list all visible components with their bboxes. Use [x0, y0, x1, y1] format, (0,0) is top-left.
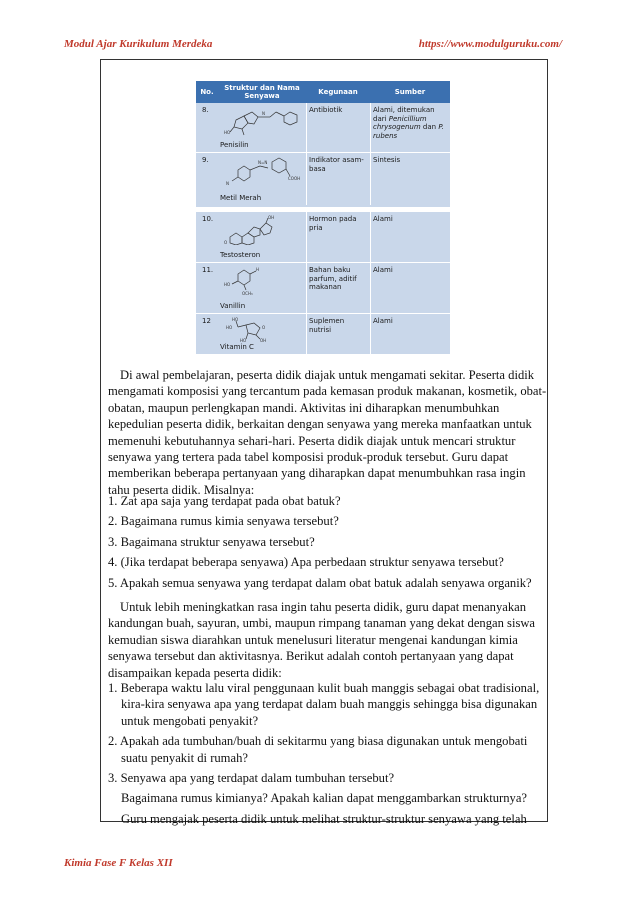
cell-sumber: Alami — [370, 263, 450, 313]
list-item: 2. Bagaimana rumus kimia senyawa tersebut? — [108, 514, 339, 529]
footer-subject: Kimia Fase F Kelas XII — [64, 857, 173, 869]
table-divider — [196, 205, 450, 207]
cell-no: 10. — [202, 215, 214, 223]
svg-text:HO: HO — [232, 317, 239, 322]
cell-sumber: Alami — [370, 212, 450, 262]
sumber-species-2: P. rubens — [373, 123, 444, 140]
cell-no: 8. — [202, 106, 209, 114]
cell-kegunaan: Indikator asam-basa — [306, 153, 370, 205]
table-row — [196, 153, 450, 206]
vanillin-structure-icon — [224, 266, 310, 296]
cell-structure — [218, 314, 306, 354]
header-module-title: Modul Ajar Kurikulum Merdeka — [64, 38, 213, 50]
svg-text:N=N: N=N — [258, 160, 268, 165]
cell-no: 11. — [202, 266, 214, 274]
list-item: 5. Apakah semua senyawa yang terdapat dalam obat batuk adalah senyawa organik? — [108, 575, 532, 590]
table-header — [196, 81, 450, 103]
svg-text:HO: HO — [240, 338, 247, 343]
sumber-species: Penicillium chrysogenum — [373, 114, 427, 131]
cell-no: 9. — [202, 156, 209, 164]
table-row — [196, 103, 450, 153]
cell-structure — [218, 212, 306, 262]
list-item: 1. Beberapa waktu lalu viral penggunaan kulit buah manggis sebagai obat tradisional, kira-kira senyawa apa yang terdapat dalam buah manggis sehingga bisa digunakan untuk mengobati penyakit? — [108, 681, 540, 728]
svg-text:OH: OH — [260, 338, 267, 343]
compound-name: Vitamin C — [220, 342, 254, 351]
svg-text:HO: HO — [224, 130, 231, 135]
question-list-1 — [108, 493, 548, 591]
th-struktur: Struktur dan Nama Senyawa — [224, 84, 300, 100]
list-item: 3. Senyawa apa yang terdapat dalam tumbuhan tersebut? — [108, 771, 395, 786]
list-item: 3. Bagaimana struktur senyawa tersebut? — [108, 534, 315, 549]
compound-name: Metil Merah — [220, 193, 262, 202]
testosteron-structure-icon — [224, 215, 310, 245]
th-kegunaan: Kegunaan — [318, 88, 358, 96]
table-row — [196, 314, 450, 355]
cell-structure — [218, 153, 306, 205]
vitamin-c-structure-icon — [224, 317, 310, 343]
svg-text:OH: OH — [268, 215, 275, 220]
paragraph-intro: Di awal pembelajaran, peserta didik diajak untuk mengamati sekitar. Peserta didik mengamati komposisi yang tercantum pada kemasan produk makanan, kosmetik, obat-obatan, maupun perlengkapan mandi. Aktivitas ini diharapkan menumbuhkan kepedulian peserta didik, berkaitan dengan senyawa yang mereka manfaatkan untuk memenuhi kebutuhannya sehari-hari. Peserta didik diajak untuk mencari struktur senyawa yang tertera pada tabel komposisi produk-produk tersebut. Guru dapat memberikan beberapa pertanyaan yang diharapkan dapat menumbuhkan rasa ingin tahu peserta didik. Misalnya: — [108, 368, 547, 497]
list-subitem: Bagaimana rumus kimianya? Apakah kalian dapat menggambarkan strukturnya? — [121, 791, 528, 806]
list-item: 4. (Jika terdapat beberapa senyawa) Apa perbedaan struktur senyawa tersebut? — [108, 555, 504, 570]
cell-structure — [218, 103, 306, 152]
header-website-link[interactable]: https://www.modulguruku.com/ — [418, 38, 562, 50]
sumber-text: Alami, ditemukan dari — [373, 106, 435, 123]
question-list-2 — [108, 680, 548, 827]
svg-text:N: N — [262, 111, 265, 116]
penisilin-structure-icon — [224, 106, 310, 136]
svg-text:HO: HO — [226, 325, 233, 330]
cell-sumber: Sintesis — [370, 153, 450, 205]
th-no: No. — [200, 88, 214, 96]
cell-kegunaan: Hormon pada pria — [306, 212, 370, 262]
compound-name: Vanillin — [220, 301, 246, 310]
svg-text:N: N — [226, 181, 229, 186]
sumber-conj: dan — [420, 123, 439, 131]
svg-text:OCH₃: OCH₃ — [242, 291, 253, 296]
cell-structure — [218, 263, 306, 313]
cell-kegunaan: Suplemen nutrisi — [306, 314, 370, 354]
table-row — [196, 212, 450, 263]
compound-name: Penisilin — [220, 140, 249, 149]
table-row — [196, 263, 450, 314]
compound-name: Testosteron — [220, 250, 261, 259]
cell-sumber — [370, 103, 450, 152]
list-item: 1. Zat apa saja yang terdapat pada obat batuk? — [108, 494, 341, 508]
th-sumber: Sumber — [394, 88, 426, 96]
svg-text:HO: HO — [224, 282, 231, 287]
cell-kegunaan: Bahan baku parfum, aditif makanan — [306, 263, 370, 313]
metil-merah-structure-icon — [224, 156, 310, 188]
svg-text:COOH: COOH — [288, 176, 301, 181]
cell-no: 12 — [202, 317, 211, 325]
list-item: 2. Apakah ada tumbuhan/buah di sekitarmu yang biasa digunakan untuk mengobati suatu penyakit di rumah? — [108, 734, 528, 765]
cell-kegunaan: Antibiotik — [306, 103, 370, 152]
paragraph-curiosity: Untuk lebih meningkatkan rasa ingin tahu peserta didik, guru dapat menanyakan kandungan buah, sayuran, umbi, maupun rimpang tanaman yang dekat dengan siswa kemudian siswa diarahkan untuk menelusuri literatur mengenai kandungan kimia senyawa tersebut dan aktivitasnya. Berikut adalah contoh pertanyaan yang dapat disampaikan kepada peserta didik: — [108, 600, 536, 680]
svg-text:O: O — [262, 325, 266, 330]
svg-text:H: H — [256, 267, 260, 272]
svg-text:O: O — [224, 240, 228, 245]
paragraph-continuation: Guru mengajak peserta didik untuk melihat struktur-struktur senyawa yang telah — [121, 811, 527, 826]
cell-sumber: Alami — [370, 314, 450, 354]
